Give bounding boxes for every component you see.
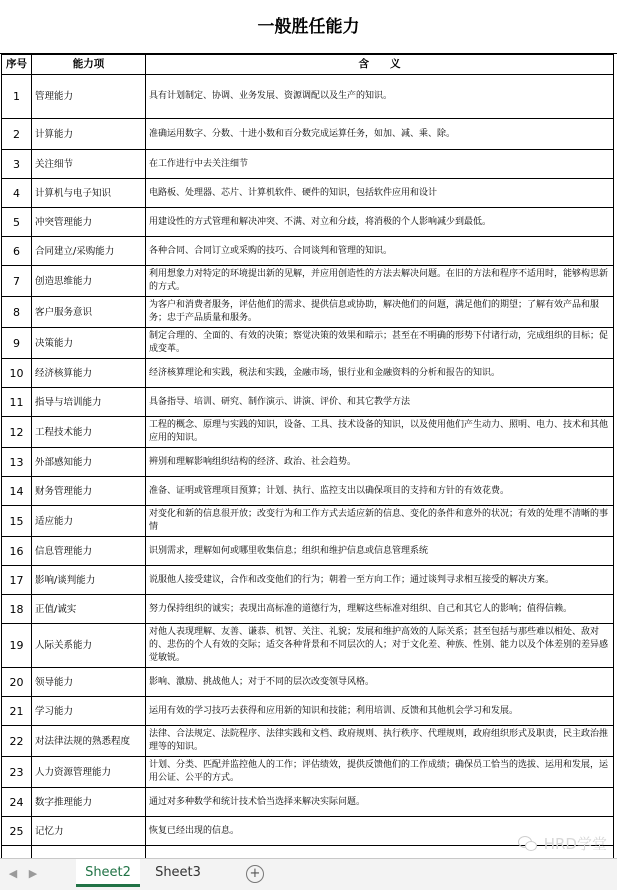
cell-no[interactable]: 19: [2, 624, 32, 668]
sheet-tab-bar: [0, 858, 617, 890]
cell-meaning[interactable]: 计划、分类、匹配并监控他人的工作；评估绩效，提供反馈他们的工作成绩；确保员工恰当的选拔、运用和发展，运用公证、公平的方式。: [146, 757, 614, 788]
cell-no[interactable]: 10: [2, 359, 32, 388]
table-row: [2, 359, 614, 388]
cell-no[interactable]: 4: [2, 179, 32, 208]
cell-ability[interactable]: 财务管理能力: [32, 477, 146, 506]
empty-cell[interactable]: [32, 846, 146, 859]
header-no[interactable]: 序号: [2, 55, 32, 75]
cell-ability[interactable]: 决策能力: [32, 328, 146, 359]
cell-ability[interactable]: 客户服务意识: [32, 297, 146, 328]
table-row: [2, 506, 614, 537]
cell-no[interactable]: 13: [2, 448, 32, 477]
table-row: [2, 328, 614, 359]
cell-no[interactable]: 12: [2, 417, 32, 448]
next-sheet-icon[interactable]: ▶: [28, 867, 38, 880]
cell-meaning[interactable]: 恢复已经出现的信息。: [146, 817, 614, 846]
cell-no[interactable]: 23: [2, 757, 32, 788]
sheet-title[interactable]: 一般胜任能力: [0, 0, 617, 54]
cell-ability[interactable]: 计算机与电子知识: [32, 179, 146, 208]
cell-no[interactable]: 25: [2, 817, 32, 846]
cell-ability[interactable]: 适应能力: [32, 506, 146, 537]
prev-sheet-icon[interactable]: ◀: [8, 867, 18, 880]
cell-ability[interactable]: 领导能力: [32, 668, 146, 697]
cell-meaning[interactable]: 对他人表现理解、友善、谦恭、机智、关注、礼貌；发展和维护高效的人际关系；甚至包括与那些难以相处、敌对的、悲伤的个人有效的交际；适交各种背景和不同层次的人；对于文化差、种族、性别、能力以及个体差别的差异感觉敏锐。: [146, 624, 614, 668]
cell-meaning[interactable]: 用建设性的方式管理和解决冲突、不满、对立和分歧，将消极的个人影响减少到最低。: [146, 208, 614, 237]
cell-no[interactable]: 20: [2, 668, 32, 697]
cell-ability[interactable]: 经济核算能力: [32, 359, 146, 388]
cell-meaning[interactable]: 准备、证明或管理项目预算；计划、执行、监控支出以确保项目的支持和方针的有效花费。: [146, 477, 614, 506]
table-row: [2, 119, 614, 150]
add-sheet-button[interactable]: +: [246, 865, 264, 883]
cell-ability[interactable]: 工程技术能力: [32, 417, 146, 448]
cell-ability[interactable]: 记忆力: [32, 817, 146, 846]
cell-ability[interactable]: 关注细节: [32, 150, 146, 179]
table-row: [2, 537, 614, 566]
cell-no[interactable]: 21: [2, 697, 32, 726]
cell-meaning[interactable]: 辨别和理解影响组织结构的经济、政治、社会趋势。: [146, 448, 614, 477]
cell-meaning[interactable]: 法律、合法规定、法院程序、法律实践和文档、政府规则、执行秩序、代理规则，政府组织形式及职责，民主政治推理等的知识。: [146, 726, 614, 757]
table-row: [2, 75, 614, 119]
table-row: [2, 668, 614, 697]
competency-table: [1, 54, 614, 858]
cell-meaning[interactable]: 制定合理的、全面的、有效的决策；察觉决策的效果和暗示；甚至在不明确的形势下付诸行动，完成组织的目标；促成变革。: [146, 328, 614, 359]
table-row: [2, 448, 614, 477]
cell-meaning[interactable]: 通过对多种数学和统计技术恰当选择来解决实际问题。: [146, 788, 614, 817]
table-row: [2, 788, 614, 817]
table-row: [2, 726, 614, 757]
table-row: [2, 266, 614, 297]
table-row: [2, 566, 614, 595]
cell-no[interactable]: 24: [2, 788, 32, 817]
cell-meaning[interactable]: 努力保持组织的诚实；表现出高标准的道德行为，理解这些标准对组织、自己和其它人的影响；值得信赖。: [146, 595, 614, 624]
cell-no[interactable]: 16: [2, 537, 32, 566]
cell-ability[interactable]: 对法律法规的熟悉程度: [32, 726, 146, 757]
cell-no[interactable]: 6: [2, 237, 32, 266]
cell-no[interactable]: 5: [2, 208, 32, 237]
cell-meaning[interactable]: 对变化和新的信息很开放；改变行为和工作方式去适应新的信息、变化的条件和意外的状况；有效的处理不清晰的事情: [146, 506, 614, 537]
cell-no[interactable]: 8: [2, 297, 32, 328]
table-row: [2, 237, 614, 266]
cell-ability[interactable]: 指导与培训能力: [32, 388, 146, 417]
watermark-text: HRD学堂: [543, 835, 607, 853]
cell-meaning[interactable]: 利用想象力对特定的环境提出新的见解，并应用创造性的方法去解决问题。在旧的方法和程序不适用时，能够构思新的方式。: [146, 266, 614, 297]
cell-ability[interactable]: 影响/谈判能力: [32, 566, 146, 595]
cell-ability[interactable]: 计算能力: [32, 119, 146, 150]
cell-ability[interactable]: 创造思维能力: [32, 266, 146, 297]
cell-meaning[interactable]: 电路板、处理器、芯片、计算机软件、硬件的知识，包括软件应用和设计: [146, 179, 614, 208]
table-row: [2, 595, 614, 624]
table-row: [2, 150, 614, 179]
cell-meaning[interactable]: 各种合同、合同订立或采购的技巧、合同谈判和管理的知识。: [146, 237, 614, 266]
cell-ability[interactable]: 信息管理能力: [32, 537, 146, 566]
cell-meaning[interactable]: 识别需求，理解如何或哪里收集信息；组织和维护信息或信息管理系统: [146, 537, 614, 566]
tab-sheet2[interactable]: Sheet2: [76, 859, 140, 887]
table-row: [2, 417, 614, 448]
table-row: [2, 208, 614, 237]
cell-no[interactable]: 18: [2, 595, 32, 624]
cell-ability[interactable]: 正值/诚实: [32, 595, 146, 624]
cell-meaning[interactable]: 影响、激励、挑战他人；对于不同的层次改变领导风格。: [146, 668, 614, 697]
wechat-icon: [518, 836, 538, 852]
cell-ability[interactable]: 冲突管理能力: [32, 208, 146, 237]
table-row: [2, 697, 614, 726]
cell-ability[interactable]: 合同建立/采购能力: [32, 237, 146, 266]
cell-ability[interactable]: 人际关系能力: [32, 624, 146, 668]
cell-meaning[interactable]: 运用有效的学习技巧去获得和应用新的知识和技能；利用培训、反馈和其他机会学习和发展。: [146, 697, 614, 726]
cell-no[interactable]: 22: [2, 726, 32, 757]
cell-meaning[interactable]: 经济核算理论和实践，税法和实践，金融市场，银行业和金融资料的分析和报告的知识。: [146, 359, 614, 388]
cell-meaning[interactable]: 准确运用数字、分数、十进小数和百分数完成运算任务，如加、减、乘、除。: [146, 119, 614, 150]
cell-meaning[interactable]: 工程的概念、原理与实践的知识，设备、工具、技术设备的知识，以及使用他们产生动力、照明、电力、技术和其他应用的知识。: [146, 417, 614, 448]
cell-no[interactable]: 3: [2, 150, 32, 179]
table-row: [2, 477, 614, 506]
empty-cell[interactable]: [2, 846, 32, 859]
cell-meaning[interactable]: 在工作进行中去关注细节: [146, 150, 614, 179]
table-row: [2, 297, 614, 328]
cell-no[interactable]: 15: [2, 506, 32, 537]
cell-no[interactable]: 14: [2, 477, 32, 506]
cell-ability[interactable]: 管理能力: [32, 75, 146, 119]
tab-sheet3[interactable]: Sheet3: [155, 865, 201, 880]
cell-ability[interactable]: 学习能力: [32, 697, 146, 726]
header-ability[interactable]: 能力项: [32, 55, 146, 75]
cell-no[interactable]: 11: [2, 388, 32, 417]
table-row: [2, 179, 614, 208]
header-meaning[interactable]: 含 义: [146, 55, 614, 75]
cell-no[interactable]: 17: [2, 566, 32, 595]
cell-no[interactable]: 2: [2, 119, 32, 150]
cell-meaning[interactable]: 说服他人接受建议，合作和改变他们的行为；朝着一至方向工作；通过谈判寻求相互接受的解决方案。: [146, 566, 614, 595]
table-row: [2, 757, 614, 788]
table-row: [2, 388, 614, 417]
cell-meaning[interactable]: 具备指导、培训、研究、制作演示、讲演、评价、和其它教学方法: [146, 388, 614, 417]
cell-no[interactable]: 7: [2, 266, 32, 297]
cell-ability[interactable]: 数字推理能力: [32, 788, 146, 817]
cell-no[interactable]: 9: [2, 328, 32, 359]
cell-ability[interactable]: 人力资源管理能力: [32, 757, 146, 788]
cell-meaning[interactable]: 具有计划制定、协调、业务发展、资源调配以及生产的知识。: [146, 75, 614, 119]
cell-ability[interactable]: 外部感知能力: [32, 448, 146, 477]
cell-no[interactable]: 1: [2, 75, 32, 119]
table-row: [2, 624, 614, 668]
watermark: [518, 833, 607, 854]
cell-meaning[interactable]: 为客户和消费者服务，评估他们的需求、提供信息或协助，解决他们的问题，满足他们的期望；了解有效产品和服务；忠于产品质量和服务。: [146, 297, 614, 328]
